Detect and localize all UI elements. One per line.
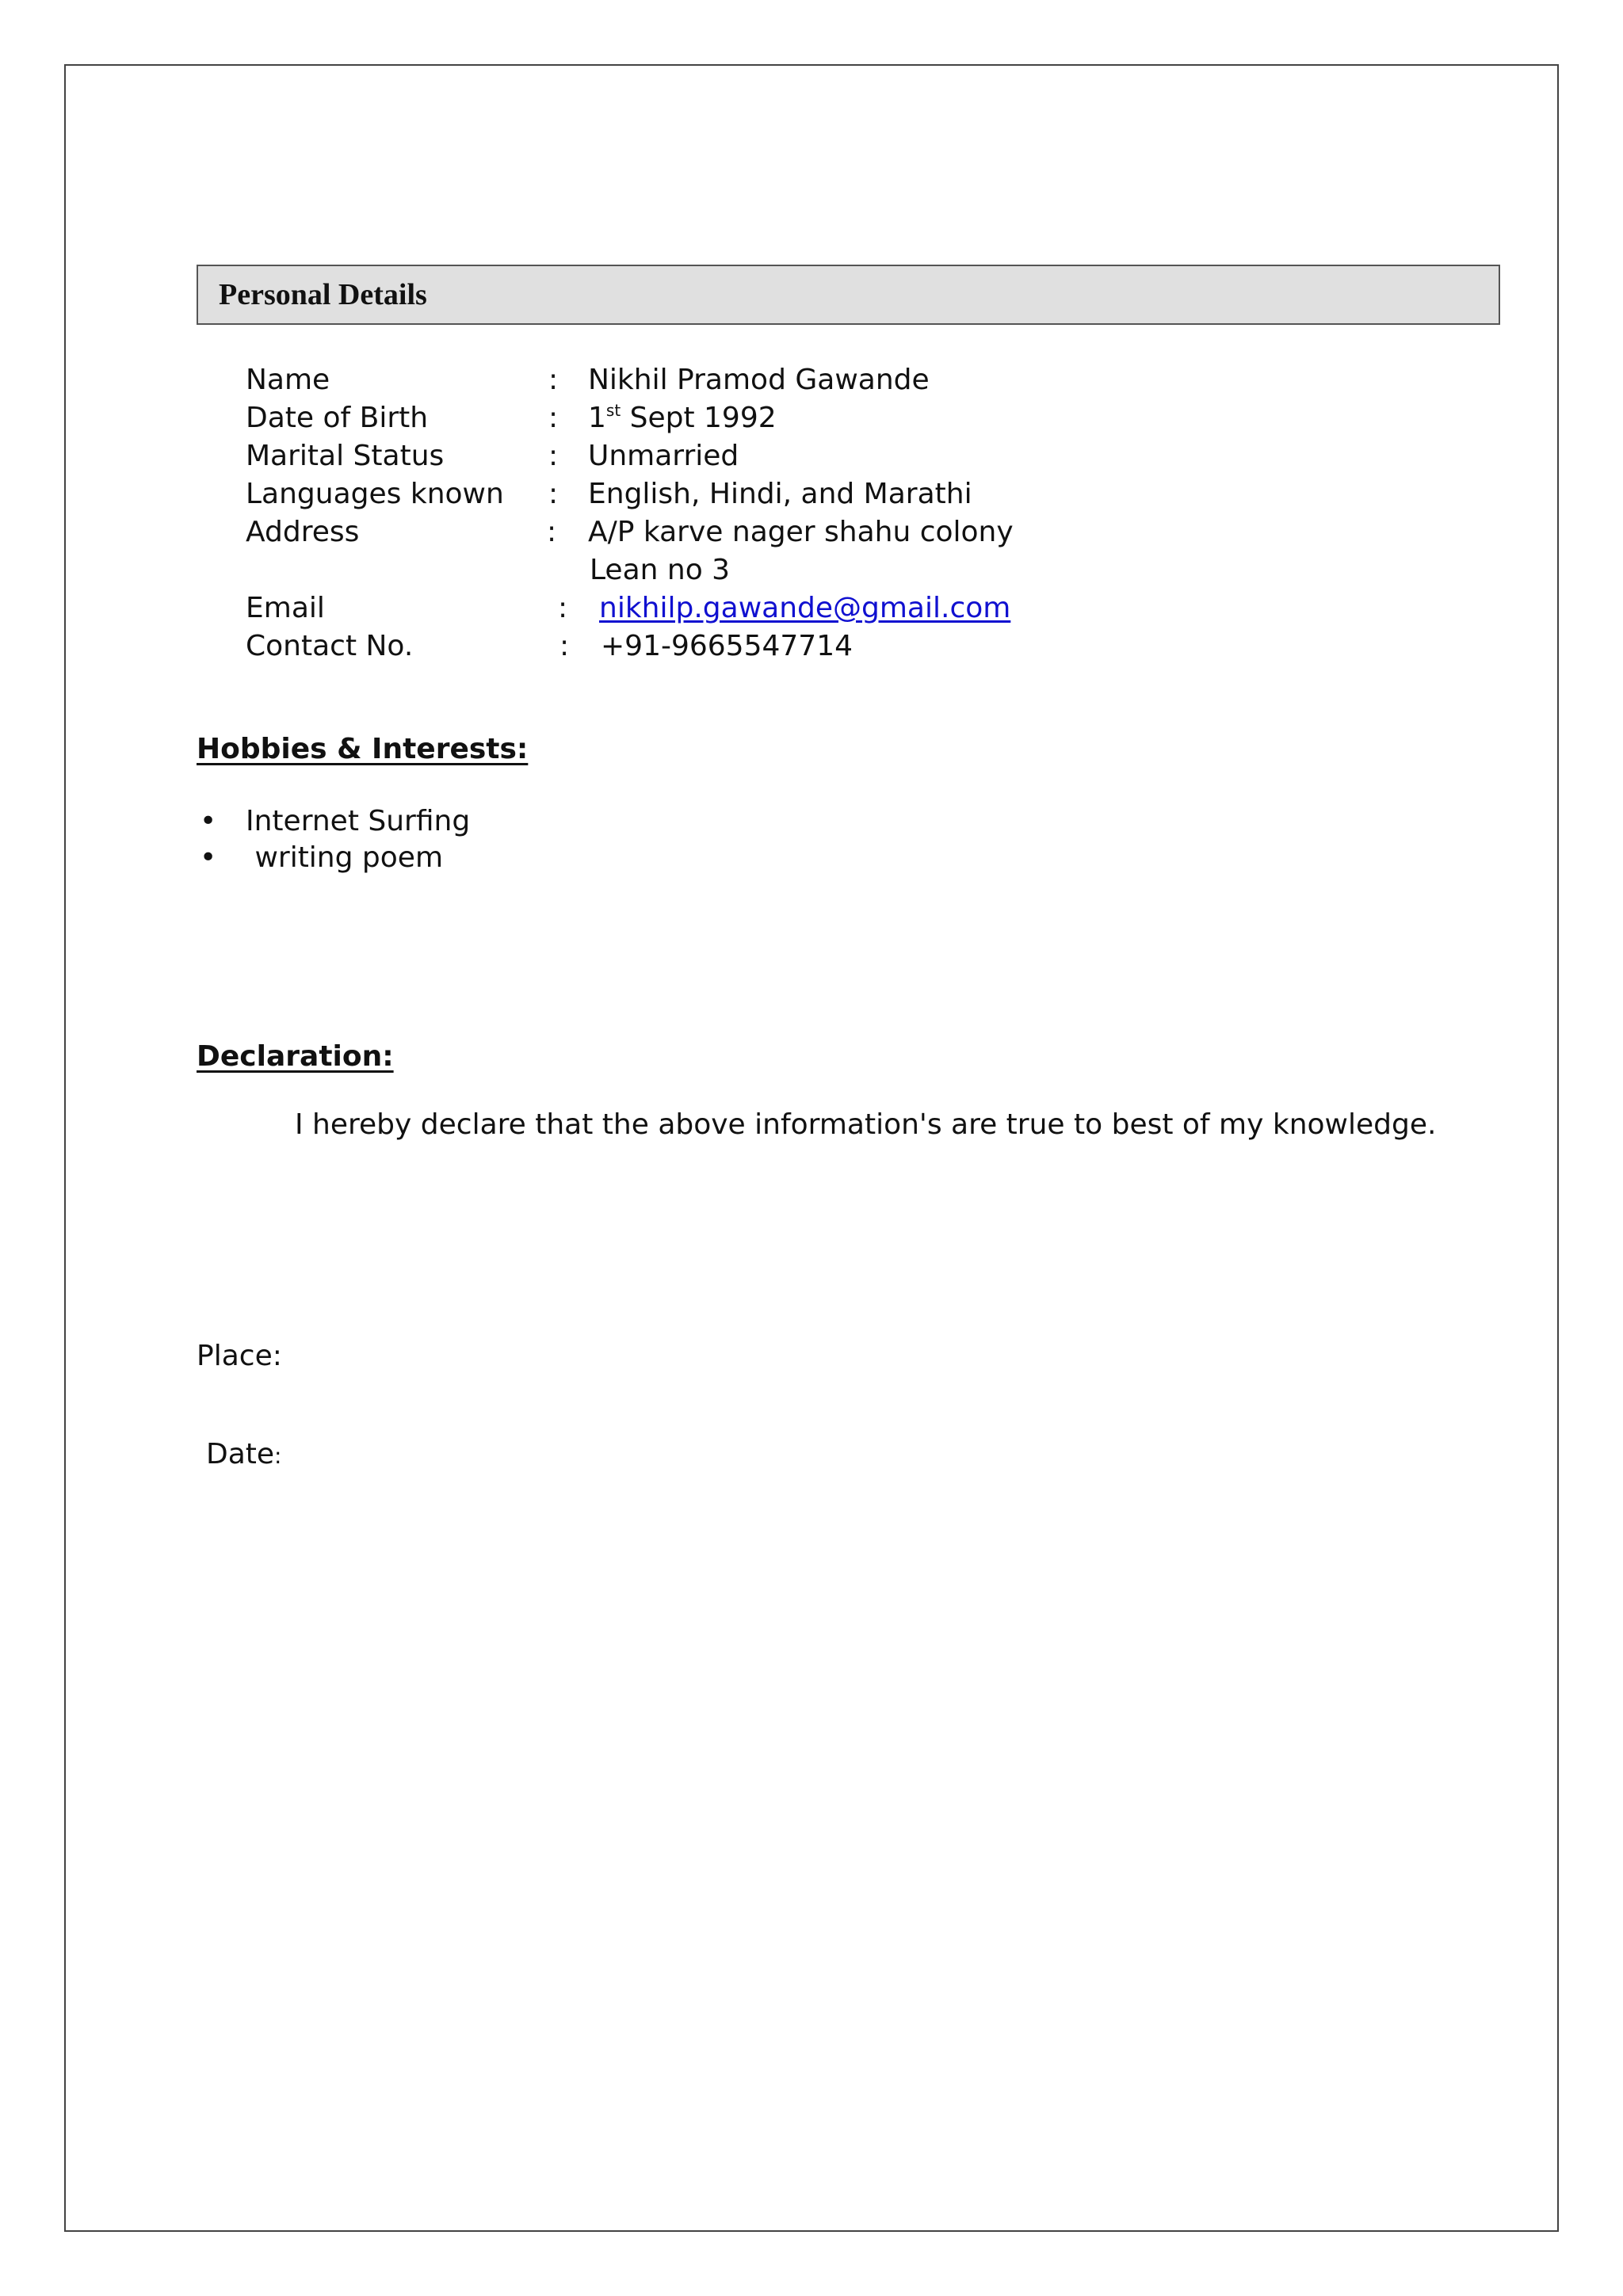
detail-label-languages: Languages known [246,478,504,510]
detail-label-name: Name [246,364,330,396]
detail-label-dob: Date of Birth [246,402,429,434]
detail-separator: : [548,440,559,472]
declaration-heading: Declaration: [197,1040,394,1073]
detail-label-contact: Contact No. [246,630,414,662]
place-label: Place: [197,1340,282,1372]
detail-label-address: Address [246,516,360,548]
declaration-text: I hereby declare that the above information's are true to best of my knowledge. [295,1108,1437,1141]
hobby-text: writing poem [246,841,444,874]
dob-ordinal: st [605,401,621,420]
detail-separator: : [548,402,559,434]
detail-value-marital: Unmarried [588,440,739,472]
email-link[interactable]: nikhilp.gawande@gmail.com [599,592,1011,624]
hobby-text: Internet Surfing [246,805,471,837]
detail-value-address-line2: Lean no 3 [590,554,731,586]
detail-separator: : [558,592,568,624]
dob-month-year: Sept 1992 [621,402,777,434]
bullet-icon: • [200,805,217,837]
detail-separator: : [559,630,570,662]
detail-separator: : [548,364,559,396]
list-item [197,803,751,840]
date-label [206,1436,281,1475]
detail-separator: : [548,478,559,510]
date-colon: : [274,1443,282,1469]
date-label-text: Date [206,1438,275,1470]
detail-value-address-line1: A/P karve nager shahu colony [588,516,1014,548]
detail-separator: : [547,516,557,548]
bullet-icon: • [200,841,217,874]
hobbies-heading: Hobbies & Interests: [197,733,529,765]
detail-label-email: Email [246,592,325,624]
detail-value-name: Nikhil Pramod Gawande [588,364,930,396]
personal-details-header [197,265,1500,325]
personal-details-title: Personal Details [219,278,427,311]
detail-label-marital: Marital Status [246,440,445,472]
detail-value-dob [588,399,777,437]
detail-value-languages: English, Hindi, and Marathi [588,478,972,510]
list-item [197,840,751,876]
dob-day: 1 [588,402,606,434]
detail-value-contact: +91-9665547714 [601,630,854,662]
